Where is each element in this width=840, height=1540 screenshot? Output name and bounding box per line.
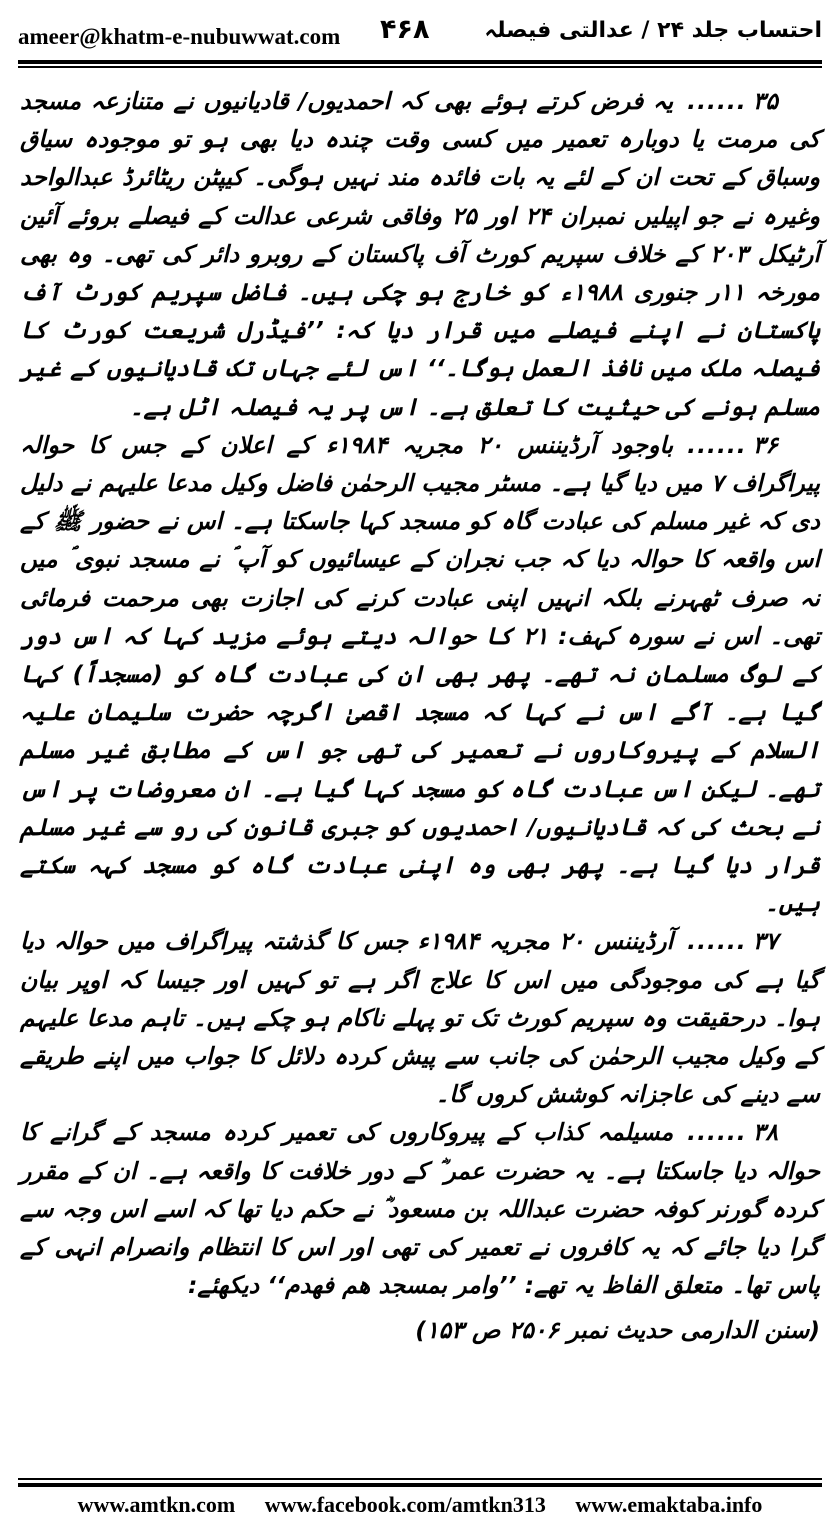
paragraph-number: ۳۷ xyxy=(752,927,778,956)
document-body xyxy=(20,82,820,1349)
paragraph-text: مسیلمہ کذاب کے پیروکاروں کی تعمیر کردہ مسجد کے گرانے کا حوالہ دیا جاسکتا ہے۔ یہ حضرت عمر ؓ کے دور خلافت کا واقعہ ہے۔ ان کے مقرر کردہ گورنر کوفہ حضرت عبداللہ بن مسعود ؓ نے حکم دیا تھا کہ اسے اس وجہ سے گرا دیا جائے کہ یہ کافروں نے تعمیر کی تھی اور اس کا انتظام وانصرام انہی کے پاس تھا۔ متعلق الفاظ یہ تھے: ’’وامر بمسجد هم فهدم‘‘ دیکھئے: xyxy=(20,1118,820,1300)
page-footer xyxy=(0,1492,840,1528)
paragraph-37 xyxy=(20,922,820,1113)
header-email: ameer@khatm-e-nubuwwat.com xyxy=(18,24,341,49)
header-rule-thick xyxy=(18,60,822,64)
paragraph-38 xyxy=(20,1113,820,1304)
paragraph-dots: ...... xyxy=(687,430,747,459)
footer-rule-thick xyxy=(18,1483,822,1487)
paragraph-dots: ...... xyxy=(687,87,747,115)
book-title: احتساب جلد ۲۴ / عدالتی فیصلہ xyxy=(484,18,822,43)
paragraph-36 xyxy=(20,426,820,923)
header-rule-thin xyxy=(18,66,822,68)
page-number: ۴۶۸ xyxy=(380,14,430,45)
paragraph-number: ۳۵ xyxy=(752,87,778,115)
footer-rule-thin xyxy=(18,1478,822,1480)
paragraph-35 xyxy=(20,82,820,426)
paragraph-text: یہ فرض کرتے ہوئے بھی کہ احمدیوں/ قادیانیوں نے متنازعہ مسجد کی مرمت یا دوبارہ تعمیر میں کسی وقت چندہ دیا بھی ہو تو موجودہ سیاق وسباق کے تحت ان کے لئے یہ بات فائدہ مند نہیں ہوگی۔ کیپٹن ریٹائرڈ عبدالواحد وغیرہ نے جو اپیلیں نمبران ۲۴ اور ۲۵ وفاقی شرعی عدالت کے فیصلے بروئے آئین آرٹیکل ۲۰۳ کے خلاف سپریم کورٹ آف پاکستان کے روبرو دائر کی تھی۔ وہ بھی مورخہ ۱۱ر جنوری ۱۹۸۸ء کو خارج ہو چکی ہیں۔ فاضل سپریم کورٹ آف پاکستان نے اپنے فیصلے میں قرار دیا کہ: ’’فیڈرل شریعت کورٹ کا فیصلہ ملک میں نافذ العمل ہوگا۔‘‘ اس لئے جہاں تک قادیانیوں کے غیر مسلم ہونے کی حیثیت کا تعلق ہے۔ اس پر یہ فیصلہ اٹل ہے۔ xyxy=(20,87,820,421)
footer-link-facebook[interactable]: www.facebook.com/amtkn313 xyxy=(264,1492,546,1517)
paragraph-dots: ...... xyxy=(687,927,747,956)
page-header xyxy=(18,8,822,60)
paragraph-dots: ...... xyxy=(687,1118,747,1147)
paragraph-number: ۳۸ xyxy=(752,1118,778,1147)
paragraph-text: آرڈیننس ۲۰ مجریہ ۱۹۸۴ء جس کا گذشتہ پیراگراف میں حوالہ دیا گیا ہے کی موجودگی میں اس کا علاج اگر ہے تو کہیں اور جیسا کہ اوپر بیان ہوا۔ درحقیقت وہ سپریم کورٹ تک تو پہلے ناکام ہو چکے ہیں۔ تاہم مدعا علیہم کے وکیل مجیب الرحمٰن کی جانب سے پیش کردہ دلائل کا جواب میں اپنے طریقے سے دینے کی عاجزانہ کوشش کروں گا۔ xyxy=(20,927,820,1109)
citation: (سنن الدارمی حدیث نمبر ۲۵۰۶ ص ۱۵۳) xyxy=(415,1315,820,1344)
footer-link-emaktaba[interactable]: www.emaktaba.info xyxy=(575,1492,763,1517)
footer-link-amtkn[interactable]: www.amtkn.com xyxy=(77,1492,236,1517)
paragraph-number: ۳۶ xyxy=(752,430,778,459)
paragraph-text: باوجود آرڈیننس ۲۰ مجریہ ۱۹۸۴ء کے اعلان کے جس کا حوالہ پیراگراف ۷ میں دیا گیا ہے۔ مسٹر مجیب الرحمٰن فاضل وکیل مدعا علیہم نے دلیل دی کہ غیر مسلم کی عبادت گاہ کو مسجد کہا جاسکتا ہے۔ اس نے حضور ﷺ کے اس واقعہ کا حوالہ دیا کہ جب نجران کے عیسائیوں کو آپ ؐ نے مسجد نبوی ؐ میں نہ صرف ٹھہرنے بلکہ انہیں اپنی عبادت کرنے کی اجازت بھی مرحمت فرمائی تھی۔ اس نے سورہ کہف: ۲۱ کا حوالہ دیتے ہوئے مزید کہا کہ اس دور کے لوگ مسلمان نہ تھے۔ پھر بھی ان کی عبادت گاہ کو (مسجداً) کہا گیا ہے۔ آگے اس نے کہا کہ مسجد اقصیٰ اگرچہ حضرت سلیمان علیہ السلام کے پیروکاروں نے تعمیر کی تھی جو اس کے مطابق غیر مسلم تھے۔ لیکن اس عبادت گاہ کو مسجد کہا گیا ہے۔ ان معروضات پر اس نے بحث کی کہ قادیانیوں/ احمدیوں کو جبری قانون کی رو سے غیر مسلم قرار دیا گیا ہے۔ پھر بھی وہ اپنی عبادت گاہ کو مسجد کہہ سکتے ہیں۔ xyxy=(20,430,821,918)
